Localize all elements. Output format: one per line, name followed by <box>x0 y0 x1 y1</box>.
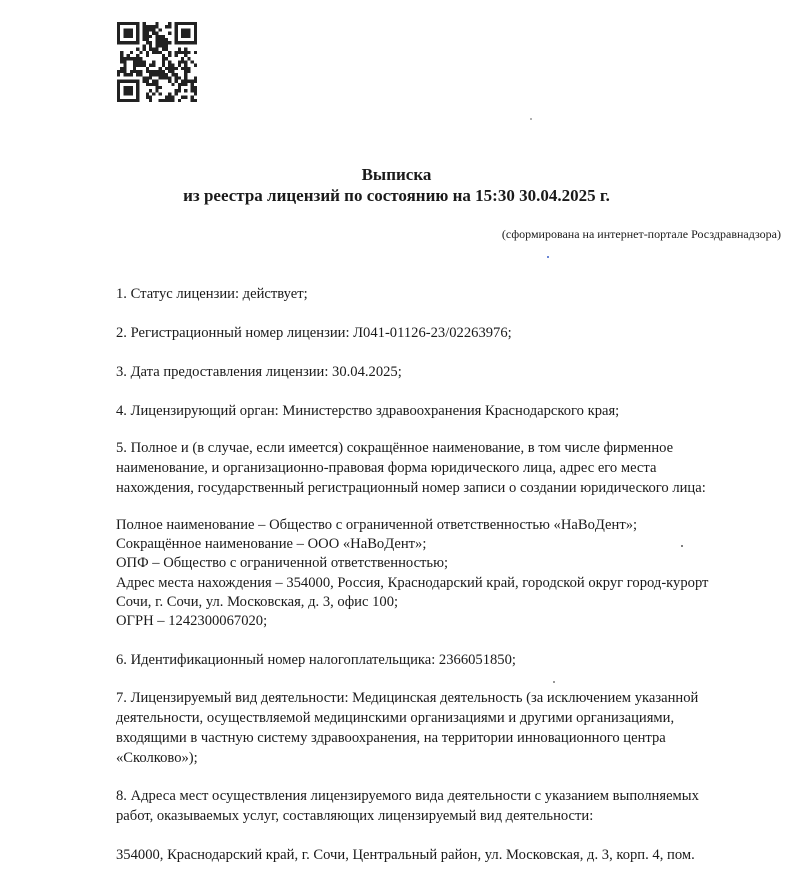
activity-line: деятельности, осуществляемой медицинскими организациями и другими организациями, <box>116 710 675 726</box>
document-title: Выписка <box>361 165 432 184</box>
scan-speck <box>547 256 549 258</box>
org-address-cont: Сочи, г. Сочи, ул. Московская, д. 3, офис 100; <box>116 594 399 610</box>
activity-address: 354000, Краснодарский край, г. Сочи, Центральный район, ул. Московская, д. 3, корп. 4, пом. <box>116 847 695 863</box>
org-ogrn: ОГРН – 1242300067020; <box>116 613 268 629</box>
taxpayer-id: 6. Идентификационный номер налогоплательщика: 2366051850; <box>116 652 516 668</box>
scan-speck <box>681 545 683 547</box>
org-short-name: Сокращённое наименование – ООО «НаВоДент»; <box>116 536 427 552</box>
activity-line: «Сколково»); <box>116 750 198 766</box>
org-full-name: Полное наименование – Общество с ограниченной ответственностью «НаВоДент»; <box>116 517 638 533</box>
license-date: 3. Дата предоставления лицензии: 30.04.2025; <box>116 364 402 380</box>
item5-line: нахождения, государственный регистрационный номер записи о создании юридического лица: <box>116 480 706 496</box>
registration-number: 2. Регистрационный номер лицензии: Л041-01126-23/02263976; <box>116 325 512 341</box>
qr-code <box>117 22 197 102</box>
org-legal-form: ОПФ – Общество с ограниченной ответственностью; <box>116 555 449 571</box>
activity-line: 7. Лицензируемый вид деятельности: Медицинская деятельность (за исключением указанной <box>116 690 699 706</box>
license-status: 1. Статус лицензии: действует; <box>116 286 308 302</box>
item8-line: 8. Адреса мест осуществления лицензируемого вида деятельности с указанием выполняемых <box>116 788 699 804</box>
org-address: Адрес места нахождения – 354000, Россия, Краснодарский край, городской округ город-курорт <box>116 575 709 591</box>
licensing-authority: 4. Лицензирующий орган: Министерство здравоохранения Краснодарского края; <box>116 403 620 419</box>
document-subtitle: из реестра лицензий по состоянию на 15:30 30.04.2025 г. <box>183 186 610 205</box>
item5-line: наименование, и организационно-правовая форма юридического лица, адрес его места <box>116 460 657 476</box>
scan-speck <box>553 681 555 683</box>
portal-note: (сформирована на интернет-портале Росздравнадзора) <box>501 227 781 241</box>
item8-line: работ, оказываемых услуг, составляющих лицензируемый вид деятельности: <box>116 808 594 824</box>
item5-line: 5. Полное и (в случае, если имеется) сокращённое наименование, в том числе фирменное <box>116 440 674 456</box>
scan-speck <box>530 118 532 120</box>
activity-line: входящими в частную систему здравоохранения, на территории инновационного центра <box>116 730 666 746</box>
